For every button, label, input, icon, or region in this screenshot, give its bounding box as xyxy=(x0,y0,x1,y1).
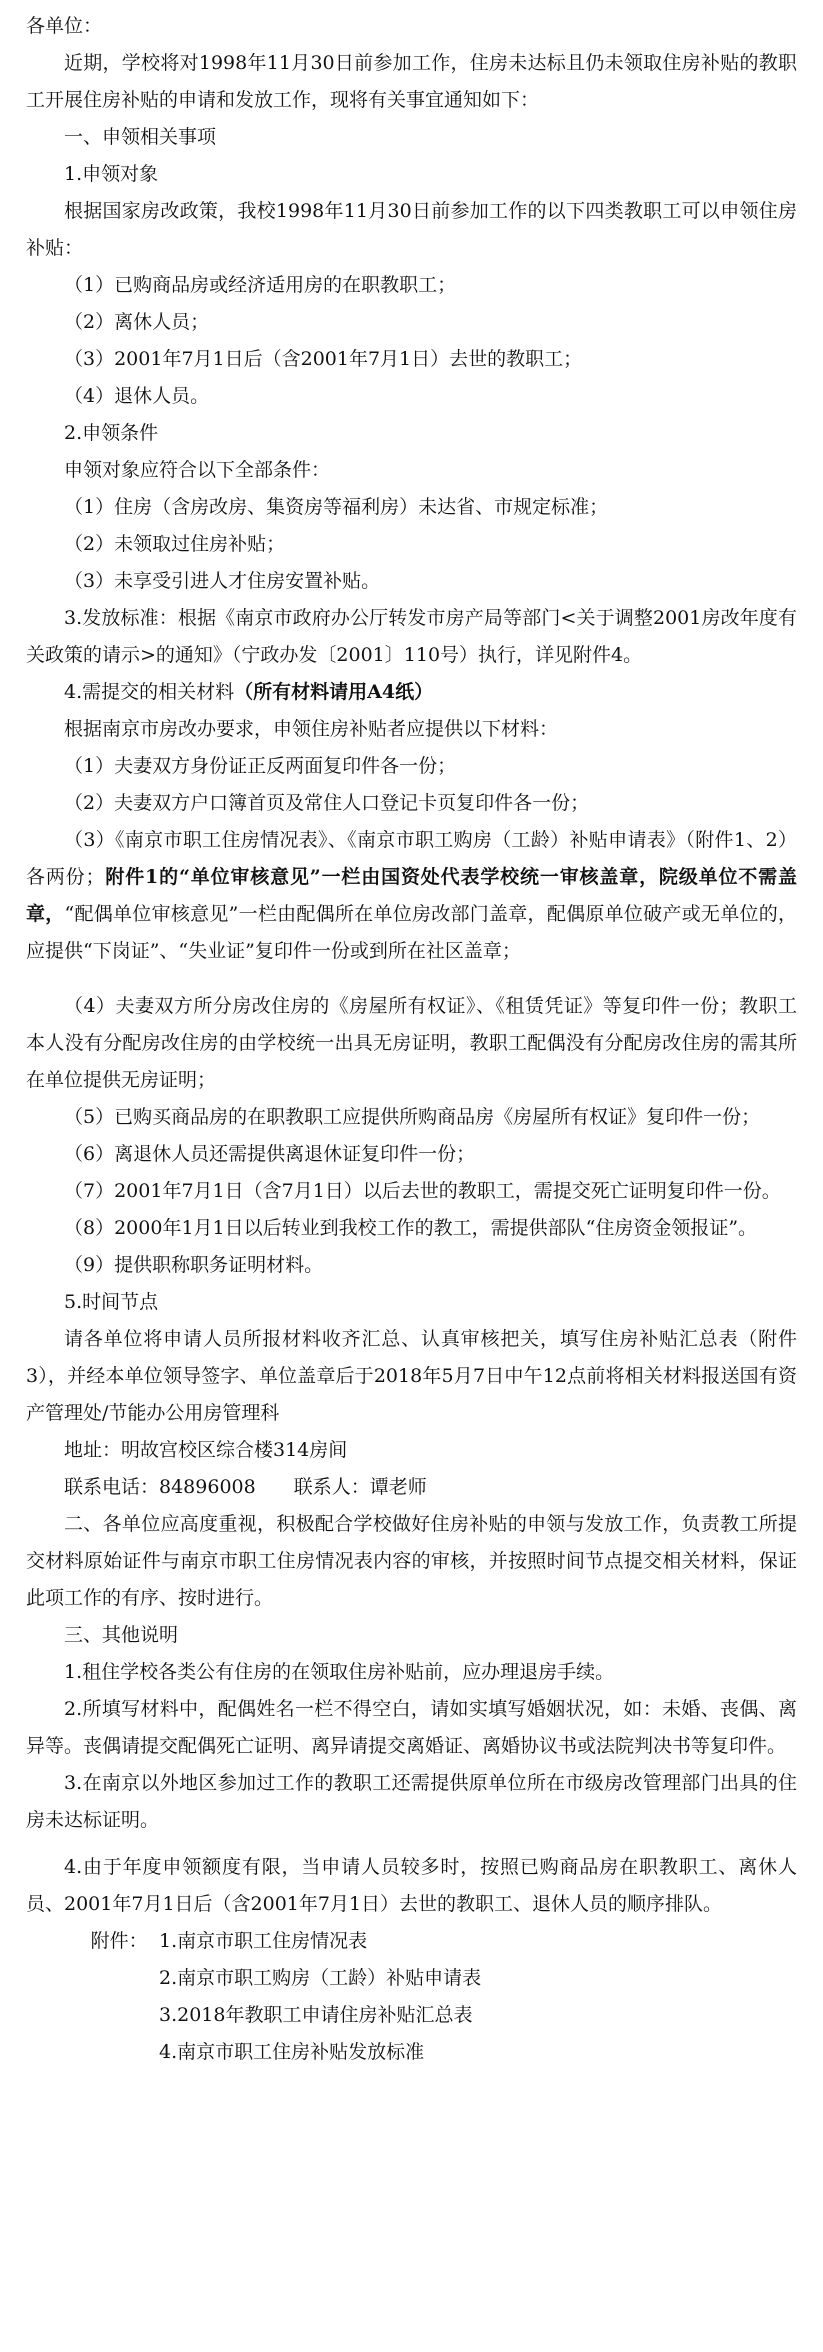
applicant-item-4: （4）退休人员。 xyxy=(64,385,210,407)
subsection-5-text: 请各单位将申请人员所报材料收齐汇总、认真审核把关，填写住房补贴汇总表（附件3），并经本单位领导签字、单位盖章后于2018年5月7日中午12点前将相关材料报送国有资产管理处/节能办公用房管理科 xyxy=(26,1328,797,1424)
subsection-5-heading: 5.时间节点 xyxy=(64,1291,159,1313)
paragraph-spacer xyxy=(26,1839,797,1849)
section-1-heading: 一、申领相关事项 xyxy=(64,126,217,148)
material-item-3-bold: 附件1的“单位审核意见”一栏由国资处代表学校统一审核盖章，院级单位不需盖章， xyxy=(26,866,797,925)
attachments-label: 附件： xyxy=(90,1930,148,1952)
note-item-4: 4.由于年度申领额度有限，当申请人员较多时，按照已购商品房在职教职工、离休人员、2001年7月1日后（含2001年7月1日）去世的教职工、退休人员的顺序排队。 xyxy=(26,1856,797,1915)
material-item-3-part-b: “配偶单位审核意见”一栏由配偶所在单位房改部门盖章，配偶原单位破产或无单位的，应提供“下岗证”、“失业证”复印件一份或到所在社区盖章； xyxy=(26,903,797,962)
section-2-paragraph: 二、各单位应高度重视，积极配合学校做好住房补贴的申领与发放工作，负责教工所提交材料原始证件与南京市职工住房情况表内容的审核，并按照时间节点提交相关材料，保证此项工作的有序、按时进行。 xyxy=(26,1513,797,1609)
condition-item-3: （3）未享受引进人才住房安置补贴。 xyxy=(64,570,381,592)
subsection-3-text: 3.发放标准：根据《南京市政府办公厅转发市房产局等部门<关于调整2001房改年度有关政策的请示>的通知》（宁政办发〔2001〕110号）执行，详见附件4。 xyxy=(26,607,797,666)
attachments-first-row xyxy=(26,1923,797,1960)
attachment-item-4: 4.南京市职工住房补贴发放标准 xyxy=(159,2041,425,2063)
condition-item-1: （1）住房（含房改房、集资房等福利房）未达省、市规定标准； xyxy=(64,496,609,518)
subsection-4-heading-text: 4.需提交的相关材料 xyxy=(64,681,235,703)
subsection-4-heading xyxy=(26,674,797,711)
subsection-2-heading: 2.申领条件 xyxy=(64,422,159,444)
material-item-5: （5）已购买商品房的在职教职工应提供所购商品房《房屋所有权证》复印件一份； xyxy=(64,1106,761,1128)
subsection-2-text: 申领对象应符合以下全部条件： xyxy=(64,459,331,481)
note-item-3: 3.在南京以外地区参加过工作的教职工还需提供原单位所在市级房改管理部门出具的住房未达标证明。 xyxy=(26,1772,797,1831)
material-item-8: （8）2000年1月1日以后转业到我校工作的教工，需提供部队“住房资金领报证”。 xyxy=(64,1217,758,1239)
material-item-6: （6）离退休人员还需提供离退休证复印件一份； xyxy=(64,1143,476,1165)
note-item-1: 1.租住学校各类公有住房的在领取住房补贴前，应办理退房手续。 xyxy=(64,1661,615,1683)
address-line: 地址：明故宫校区综合楼314房间 xyxy=(64,1439,348,1461)
material-item-9: （9）提供职称职务证明材料。 xyxy=(64,1254,324,1276)
applicant-item-3: （3）2001年7月1日后（含2001年7月1日）去世的教职工； xyxy=(64,348,583,370)
material-item-1: （1）夫妻双方身份证正反两面复印件各一份； xyxy=(64,755,457,777)
paragraph-spacer xyxy=(26,970,797,988)
section-3-heading: 三、其他说明 xyxy=(64,1624,179,1646)
applicant-item-1: （1）已购商品房或经济适用房的在职教职工； xyxy=(64,274,457,296)
subsection-1-text: 根据国家房改政策，我校1998年11月30日前参加工作的以下四类教职工可以申领住房补贴： xyxy=(26,200,797,259)
material-item-2: （2）夫妻双方户口簿首页及常住人口登记卡页复印件各一份； xyxy=(64,792,590,814)
material-item-7: （7）2001年7月1日（含7月1日）以后去世的教职工，需提交死亡证明复印件一份。 xyxy=(64,1180,781,1202)
condition-item-2: （2）未领取过住房补贴； xyxy=(64,533,286,555)
subsection-1-heading: 1.申领对象 xyxy=(64,163,159,185)
subsection-4-heading-note: （所有材料请用A4纸） xyxy=(234,681,434,703)
intro-paragraph: 近期，学校将对1998年11月30日前参加工作，住房未达标且仍未领取住房补贴的教职工开展住房补贴的申请和发放工作，现将有关事宜通知如下： xyxy=(26,52,797,111)
attachment-item-1: 1.南京市职工住房情况表 xyxy=(159,1930,368,1952)
material-item-3 xyxy=(26,822,797,970)
salutation: 各单位： xyxy=(26,15,103,37)
material-item-3-part-a: （3）《南京市职工住房情况表》、《南京市职工购房（工龄）补贴申请表》（附件1、2）各两份； xyxy=(26,829,797,888)
note-item-2: 2.所填写材料中，配偶姓名一栏不得空白，请如实填写婚姻状况，如：未婚、丧偶、离异等。丧偶请提交配偶死亡证明、离异请提交离婚证、离婚协议书或法院判决书等复印件。 xyxy=(26,1698,797,1757)
material-item-4: （4）夫妻双方所分房改住房的《房屋所有权证》、《租赁凭证》等复印件一份；教职工本人没有分配房改住房的由学校统一出具无房证明，教职工配偶没有分配房改住房的需其所在单位提供无房证明； xyxy=(26,995,797,1091)
applicant-item-2: （2）离休人员； xyxy=(64,311,210,333)
subsection-4-text: 根据南京市房改办要求，申领住房补贴者应提供以下材料： xyxy=(64,718,559,740)
attachment-item-3: 3.2018年教职工申请住房补贴汇总表 xyxy=(159,2004,473,2026)
contact-line: 联系电话：84896008 联系人：谭老师 xyxy=(64,1476,427,1498)
attachment-item-2: 2.南京市职工购房（工龄）补贴申请表 xyxy=(159,1967,482,1989)
